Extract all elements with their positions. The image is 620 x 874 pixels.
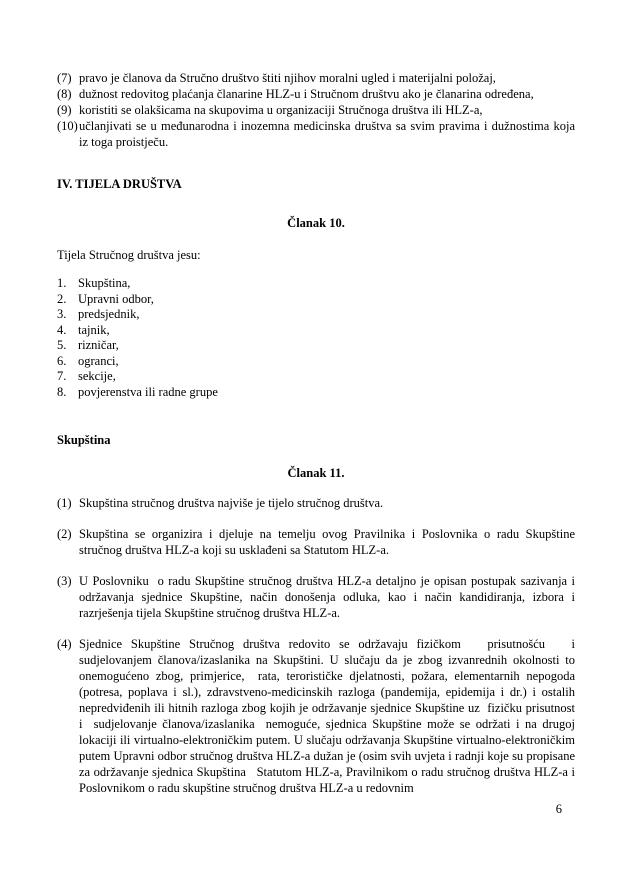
clause-10 [57, 118, 588, 150]
list-item [57, 292, 575, 308]
article-10-intro: Tijela Stručnog društva jesu: [57, 248, 201, 262]
paragraph-4 [57, 636, 582, 796]
list-item [57, 369, 575, 385]
article-11-paragraphs [57, 495, 582, 796]
skupstina-heading: Skupština [57, 433, 111, 447]
list-item-text: sekcije, [78, 369, 116, 383]
list-item-text: Upravni odbor, [78, 291, 154, 306]
list-item-text: predsjednik, [78, 307, 140, 321]
list-item-text: tajnik, [78, 322, 110, 337]
clause-number: (9) [57, 103, 72, 117]
paragraph-3 [57, 573, 579, 621]
clause-8 [57, 86, 575, 102]
list-item [57, 338, 575, 354]
clause-7 [57, 70, 575, 86]
list-item-text: rizničar, [78, 338, 119, 352]
list-item-number: 6. [57, 353, 67, 368]
list-item-number: 4. [57, 322, 67, 337]
clause-text: pravo je članova da Stručno društvo štiti njihov moralni ugled i materijalni položaj, [79, 71, 496, 85]
list-item-number: 8. [57, 384, 67, 399]
list-item [57, 385, 575, 401]
member-rights-clauses [57, 70, 588, 150]
clause-text: koristiti se olakšicama na skupovima u organizaciji Stručnoga društva ili HLZ-a, [79, 103, 483, 117]
list-item-number: 2. [57, 291, 67, 306]
paragraph-text: U Poslovniku o radu Skupštine stručnog društva HLZ-a detaljno je opisan postupak sazivanja i održavanja sjednice Skupštine, način donošenja odluka, kao i način kandidiranja, izbora i razrješenja tijela Skupštine stručnog društva HLZ-a. [79, 574, 579, 620]
paragraph-text: Skupština stručnog društva najviše je tijelo stručnog društva. [79, 496, 384, 510]
list-item [57, 323, 575, 339]
page-number: 6 [555, 802, 562, 816]
paragraph-text: Skupština se organizira i djeluje na temelju ovog Pravilnika i Poslovnika o radu Skupštine stručnog društva HLZ-a koji su usklađeni sa Statutom HLZ-a. [79, 527, 579, 557]
clause-number: (10) [57, 119, 78, 133]
paragraph-number: (3) [57, 574, 72, 588]
paragraph-text: Sjednice Skupštine Stručnog društva redovito se održavaju fizičkom prisutnošću i sudjelovanjem članova/izaslanika na Skupštini. U slučaju da je zbog izvanrednih okolnosti to onemogućeno zbog, primjerice, rata, terorističke djelatnosti, požara, elementarnih nepogoda (potresa, poplava i sl.), zdravstveno-medicinskih razloga (pandemija, epidemija i dr.) i ostalih nepredviđenih ili hitnih razloga zbog kojih je održavanje sjednice Skupštine uz fizičku prisutnost i sudjelovanje članova/izaslanika nemoguće, sjednica Skupštine može se održati i na drugoj lokaciji ili virtualno-elektroničkim putem. U slučaju održavanja Skupštine virtualno-elektroničkim putem Upravni odbor stručnog društva HLZ-a dužan je (osim svih uvjeta i radnji koje su propisane za održavanje sjednica Skupština Statutom HLZ-a, Pravilnikom o radu stručnog društva HLZ-a i Poslovnikom o radu skupštine stručnog društva HLZ-a u redovnim [79, 637, 582, 795]
paragraph-1 [57, 495, 575, 511]
list-item-number: 7. [57, 369, 67, 383]
article-11-title: Članak 11. [287, 466, 345, 480]
list-item-text: ogranci, [78, 353, 119, 368]
list-item [57, 276, 575, 292]
section-heading-iv-tijela-drustva: IV. TIJELA DRUŠTVA [57, 177, 182, 191]
list-item-text: Skupština, [78, 276, 131, 290]
paragraph-number: (4) [57, 637, 72, 651]
bodies-of-society-list [57, 276, 575, 400]
list-item-number: 5. [57, 338, 67, 352]
clause-text: dužnost redovitog plaćanja članarine HLZ-u i Stručnom društvu ako je članarina određena, [79, 87, 534, 101]
list-item [57, 354, 575, 370]
paragraph-number: (2) [57, 527, 72, 541]
list-item-number: 3. [57, 307, 67, 321]
list-item-text: povjerenstva ili radne grupe [78, 384, 218, 399]
list-item-number: 1. [57, 276, 67, 290]
paragraph-number: (1) [57, 496, 72, 510]
clause-number: (7) [57, 71, 72, 85]
clause-number: (8) [57, 87, 72, 101]
clause-9 [57, 102, 575, 118]
paragraph-2 [57, 526, 579, 558]
list-item [57, 307, 575, 323]
clause-text: učlanjivati se u međunarodna i inozemna medicinska društva sa svim pravima i dužnostima koja iz toga proistječu. [79, 119, 588, 149]
article-10-title: Članak 10. [287, 216, 345, 230]
